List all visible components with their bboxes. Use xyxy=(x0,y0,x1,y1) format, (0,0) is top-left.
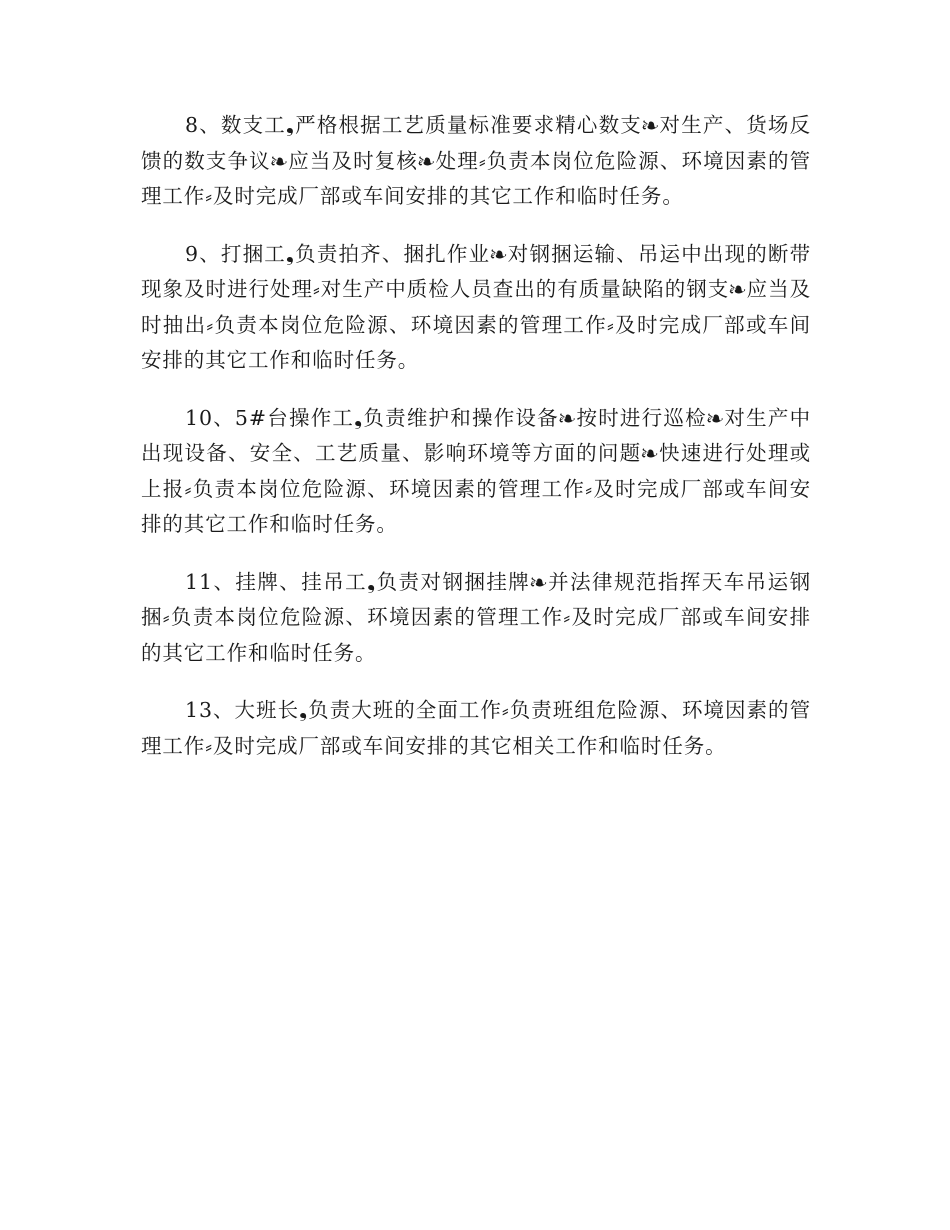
paragraph-item-10: 10、5#台操作工❟负责维护和操作设备❧按时进行巡检❧对生产中出现设备、安全、工艺质量、影响环境等方面的问题❧快速进行处理或上报⸗负责本岗位危险源、环境因素的管理工作⸗及时完成厂部或车间安排的其它工作和临时任务。 xyxy=(141,405,811,536)
paragraph-item-8: 8、数支工❟严格根据工艺质量标准要求精心数支❧对生产、货场反馈的数支争议❧应当及时复核❧处理⸗负责本岗位危险源、环境因素的管理工作⸗及时完成厂部或车间安排的其它工作和临时任务。 xyxy=(141,113,811,208)
paragraph-item-9: 9、打捆工❟负责拍齐、捆扎作业❧对钢捆运输、吊运中出现的断带现象及时进行处理⸗对生产中质检人员查出的有质量缺陷的钢支❧应当及时抽出⸗负责本岗位危险源、环境因素的管理工作⸗及时完成厂部或车间安排的其它工作和临时任务。 xyxy=(141,241,811,372)
paragraph-item-11: 11、挂牌、挂吊工❟负责对钢捆挂牌❧并法律规范指挥天车吊运钢捆⸗负责本岗位危险源、环境因素的管理工作⸗及时完成厂部或车间安排的其它工作和临时任务。 xyxy=(141,569,811,665)
paragraph-item-13: 13、大班长❟负责大班的全面工作⸗负责班组危险源、环境因素的管理工作⸗及时完成厂部或车间安排的其它相关工作和临时任务。 xyxy=(141,698,811,758)
document-body xyxy=(141,108,811,786)
